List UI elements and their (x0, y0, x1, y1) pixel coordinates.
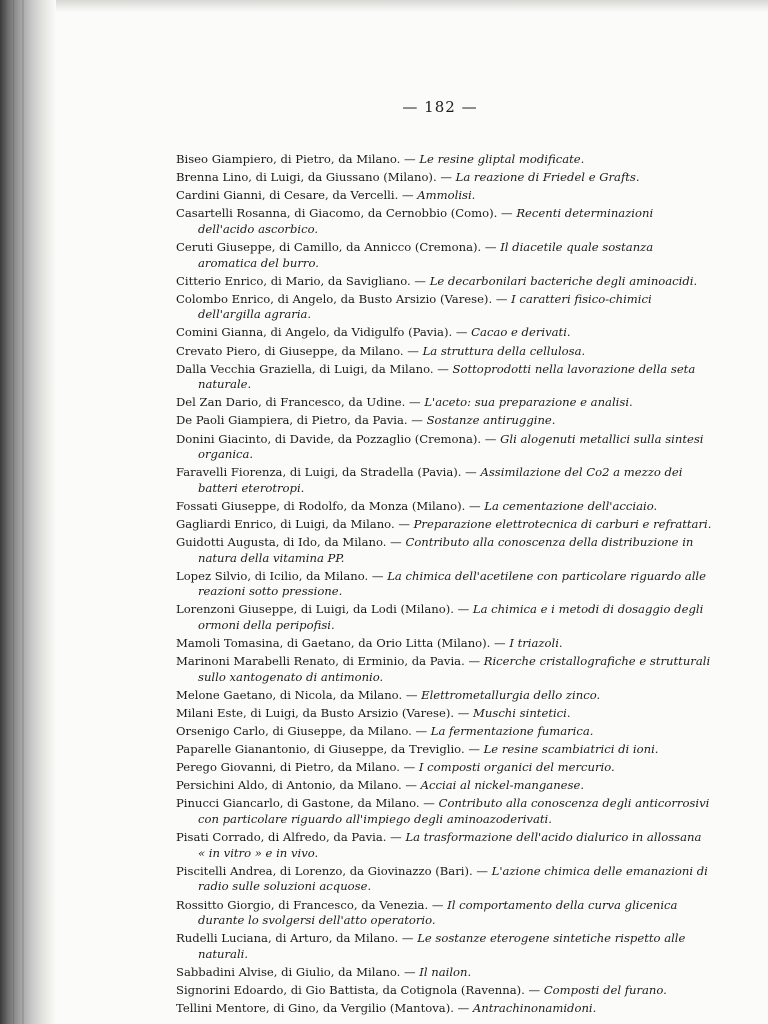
list-item (176, 395, 712, 411)
list-item (176, 654, 712, 685)
list-item (176, 864, 712, 895)
entry-title: Sottoprodotti nella lavorazione della seta naturale. (198, 361, 696, 392)
entry-separator: — (386, 535, 406, 550)
list-item (176, 569, 712, 600)
entry-title: Contributo alla conoscenza degli anticorrosivi con particolare riguardo all'impiego degli aminoazoderivati. (198, 796, 710, 827)
entry-title: Le sostanze eterogene sintetiche rispetto alle naturali. (198, 931, 686, 961)
entry-author: Persichini Aldo, di Antonio, da Milano. (176, 778, 402, 793)
entry-title: Cacao e derivati. (471, 325, 571, 340)
entry-title: Acciai al nickel-manganese. (420, 778, 585, 793)
entry-author: Piscitelli Andrea, di Lorenzo, da Giovinazzo (Bari). (176, 863, 473, 878)
entry-author: Casartelli Rosanna, di Giacomo, da Cernobbio (Como). (176, 206, 498, 221)
entry-separator: — (497, 206, 517, 221)
list-item (176, 931, 712, 962)
entry-author: Rossitto Giorgio, di Francesco, da Venezia. (176, 897, 429, 912)
list-item (176, 983, 712, 999)
list-item (176, 292, 712, 323)
entry-separator: — (398, 931, 418, 946)
list-item (176, 1001, 712, 1017)
list-item (176, 274, 712, 290)
entry-separator: — (428, 897, 448, 912)
binding-streak (13, 0, 14, 1024)
list-item (176, 362, 712, 393)
entry-author: De Paoli Giampiera, di Pietro, da Pavia. (176, 413, 408, 428)
entry-separator: — (400, 964, 420, 979)
entry-separator: — (464, 654, 484, 669)
entry-title: Ricerche cristallografiche e strutturali sullo xantogenato di antimonio. (198, 654, 711, 684)
entry-author: Faravelli Fiorenza, di Luigi, da Stradella (Pavia). (176, 465, 462, 480)
entry-title: La struttura della cellulosa. (422, 343, 586, 358)
list-item (176, 760, 712, 776)
list-item (176, 965, 712, 981)
entry-title: Assimilazione del Co2 a mezzo dei batteri eterotropi. (198, 465, 683, 495)
entry-separator: — (492, 291, 512, 306)
binding-streak (22, 0, 24, 1024)
list-item (176, 636, 712, 652)
entry-separator: — (407, 413, 427, 428)
entry-author: Signorini Edoardo, di Gio Battista, da Cotignola (Ravenna). (176, 983, 525, 997)
entry-author: Rudelli Luciana, di Arturo, da Milano. (176, 931, 399, 946)
list-item (176, 344, 712, 360)
entry-separator: — (453, 1001, 473, 1016)
entry-author: Melone Gaetano, di Nicola, da Milano. (176, 687, 403, 702)
entry-separator: — (461, 465, 481, 480)
entry-title: Composti del furano. (543, 983, 667, 997)
entry-author: Gagliardi Enrico, di Luigi, da Milano. (176, 516, 395, 531)
entry-separator: — (398, 188, 418, 203)
list-item (176, 188, 712, 204)
entry-author: Guidotti Augusta, di Ido, da Milano. (176, 535, 387, 550)
list-item (176, 206, 712, 237)
entry-author: Pinucci Giancarlo, di Gastone, da Milano. (176, 796, 420, 811)
entry-title: Il nailon. (419, 964, 472, 979)
entry-separator: — (386, 830, 406, 845)
entry-separator: — (405, 395, 425, 410)
entry-separator: — (472, 863, 492, 878)
entry-separator: — (368, 568, 388, 583)
entry-author: Marinoni Marabelli Renato, di Erminio, da Pavia. (176, 654, 465, 669)
entry-author: Fossati Giuseppe, di Rodolfo, da Monza (Milano). (176, 498, 466, 513)
entry-separator: — (452, 325, 472, 340)
entry-title: I triazoli. (509, 636, 563, 651)
page-number: — 182 — (402, 98, 478, 116)
top-edge-shadow (56, 0, 768, 12)
entry-author: Pisati Corrado, di Alfredo, da Pavia. (176, 830, 387, 845)
entry-separator: — (402, 687, 422, 702)
entry-title: Preparazione elettrotecnica di carburi e refrattari. (413, 516, 712, 531)
entry-title: Le resine gliptal modificate. (419, 152, 585, 166)
list-item (176, 432, 712, 463)
list-item (176, 688, 712, 704)
entry-separator: — (403, 343, 423, 358)
entry-author: Lorenzoni Giuseppe, di Luigi, da Lodi (Milano). (176, 602, 454, 617)
list-item (176, 465, 712, 496)
entry-title: La reazione di Friedel e Grafts. (455, 170, 640, 185)
entry-title: L'azione chimica delle emanazioni di radio sulle soluzioni acquose. (198, 863, 708, 894)
entry-author: Perego Giovanni, di Pietro, da Milano. (176, 760, 400, 775)
entry-author: Del Zan Dario, di Francesco, da Udine. (176, 395, 406, 410)
entry-author: Cardini Gianni, di Cesare, da Vercelli. (176, 188, 399, 203)
entry-title: Le decarbonilari bacteriche degli aminoacidi. (429, 273, 698, 288)
list-item (176, 778, 712, 794)
entry-title: La chimica dell'acetilene con particolare riguardo alle reazioni sotto pressione. (198, 568, 706, 599)
entry-author: Donini Giacinto, di Davide, da Pozzaglio (Cremona). (176, 431, 482, 446)
entry-title: La cementazione dell'acciaio. (484, 498, 658, 513)
entry-separator: — (524, 983, 544, 997)
list-item (176, 325, 712, 341)
list-item (176, 240, 712, 271)
entry-separator: — (410, 273, 430, 288)
entry-author: Comini Gianna, di Angelo, da Vidigulfo (Pavia). (176, 325, 453, 340)
entry-title: Contributo alla conoscenza della distribuzione in natura della vitamina PP. (198, 535, 694, 565)
binding-edge (0, 0, 56, 1024)
thesis-list (176, 152, 712, 1019)
list-item (176, 499, 712, 515)
entry-separator: — (433, 361, 453, 376)
entry-author: Ceruti Giuseppe, di Camillo, da Annicco (Cremona). (176, 239, 482, 254)
list-item (176, 602, 712, 633)
entry-title: I composti organici del mercurio. (418, 760, 615, 775)
entry-title: Le resine scambiatrici di ioni. (483, 742, 659, 757)
entry-author: Crevato Piero, di Giuseppe, da Milano. (176, 343, 404, 358)
entry-separator: — (401, 778, 421, 793)
entry-author: Sabbadini Alvise, di Giulio, da Milano. (176, 964, 401, 979)
entry-title: L'aceto: sua preparazione e analisi. (424, 395, 633, 410)
list-item (176, 535, 712, 566)
list-item (176, 152, 712, 168)
entry-separator: — (419, 796, 439, 811)
entry-author: Biseo Giampiero, di Pietro, da Milano. (176, 152, 401, 166)
entry-separator: — (481, 239, 501, 254)
entry-separator: — (399, 760, 419, 775)
entry-separator: — (454, 706, 474, 720)
entry-separator: — (464, 742, 484, 757)
entry-author: Colombo Enrico, di Angelo, da Busto Arsizio (Varese). (176, 291, 493, 306)
entry-title: Gli alogenuti metallici sulla sintesi organica. (198, 431, 704, 462)
list-item (176, 170, 712, 186)
entry-separator: — (490, 636, 510, 651)
entry-title: Il diacetile quale sostanza aromatica del burro. (198, 239, 654, 270)
entry-title: Sostanze antiruggine. (426, 413, 556, 428)
list-item (176, 517, 712, 533)
list-item (176, 724, 712, 740)
entry-author: Lopez Silvio, di Icilio, da Milano. (176, 568, 369, 583)
list-item (176, 898, 712, 929)
entry-title: La trasformazione dell'acido dialurico in allossana « in vitro » e in vivo. (198, 830, 702, 860)
entry-title: I caratteri fisico-chimici dell'argilla agraria. (198, 291, 652, 322)
entry-author: Orsenigo Carlo, di Giuseppe, da Milano. (176, 724, 412, 739)
entry-title: Muschi sintetici. (473, 706, 571, 720)
entry-separator: — (400, 152, 420, 166)
entry-separator: — (394, 516, 414, 531)
entry-author: Citterio Enrico, di Mario, da Savigliano. (176, 273, 411, 288)
entry-title: Ammolisi. (417, 188, 476, 203)
entry-author: Brenna Lino, di Luigi, da Giussano (Milano). (176, 170, 437, 185)
list-item (176, 830, 712, 861)
entry-separator: — (481, 431, 501, 446)
entry-separator: — (411, 724, 431, 739)
list-item (176, 742, 712, 758)
entry-separator: — (465, 498, 485, 513)
entry-author: Tellini Mentore, di Gino, da Vergilio (Mantova). (176, 1001, 454, 1016)
entry-author: Paparelle Gianantonio, di Giuseppe, da Treviglio. (176, 742, 465, 757)
entry-author: Milani Este, di Luigi, da Busto Arsizio (Varese). (176, 706, 455, 720)
list-item (176, 706, 712, 722)
binding-streak (4, 0, 6, 1024)
entry-title: Il comportamento della curva glicenica durante lo svolgersi dell'atto operatorio. (198, 897, 678, 928)
list-item (176, 413, 712, 429)
entry-title: Elettrometallurgia dello zinco. (421, 687, 601, 702)
entry-title: Antrachinonamidoni. (472, 1001, 597, 1016)
entry-separator: — (453, 602, 473, 617)
entry-title: La chimica e i metodi di dosaggio degli ormoni della peripofisi. (198, 602, 704, 633)
entry-author: Dalla Vecchia Graziella, di Luigi, da Milano. (176, 361, 434, 376)
entry-title: La fermentazione fumarica. (430, 724, 594, 739)
entry-author: Mamoli Tomasina, di Gaetano, da Orio Litta (Milano). (176, 636, 491, 651)
entry-title: Recenti determinazioni dell'acido ascorbico. (198, 206, 654, 236)
list-item (176, 796, 712, 827)
entry-separator: — (436, 170, 456, 185)
